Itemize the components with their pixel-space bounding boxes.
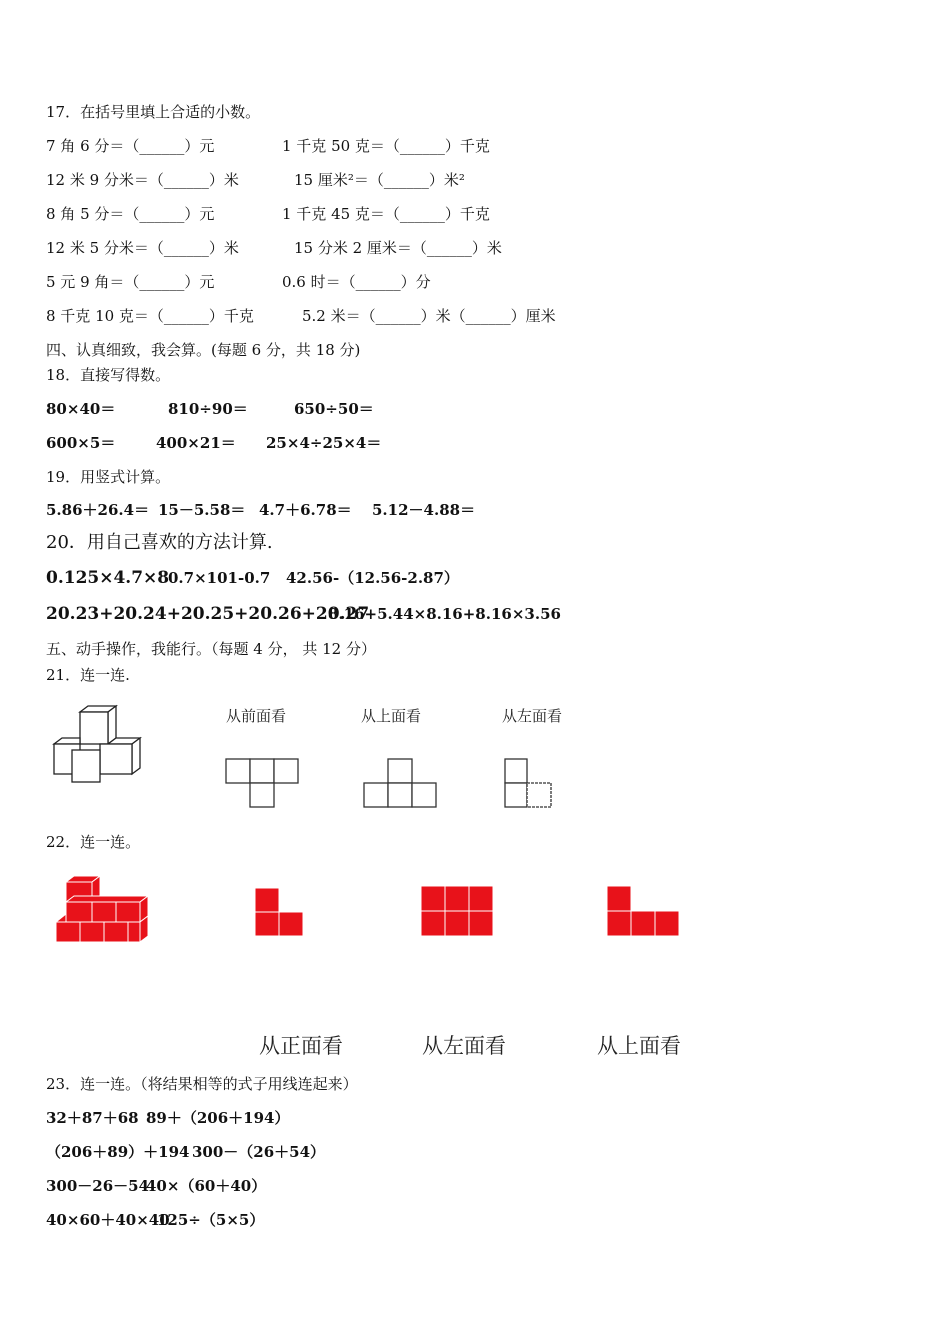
q19-item-2: 15－5.58＝ <box>158 501 246 519</box>
q20-item-3: 42.56-（12.56-2.87） <box>286 569 459 587</box>
q21-title: 21．连一连. <box>46 666 130 684</box>
q22-red-cube-figure <box>54 874 149 946</box>
q23-row-1-left: 32＋87＋68 <box>46 1109 139 1127</box>
q21-view-t-shape <box>225 758 300 808</box>
q22-view-l-wide <box>606 885 680 937</box>
q18-item-6: 25×4÷25×4＝ <box>266 434 382 452</box>
section-4-heading: 四、认真细致，我会算。(每题 6 分，共 18 分) <box>46 341 361 359</box>
q22-view-rectangle <box>420 885 494 937</box>
q22-view-l-small <box>254 887 306 939</box>
q20-item-5: 8.16+5.44×8.16+8.16×3.56 <box>328 605 561 623</box>
q20-item-1: 0.125×4.7×8 <box>46 568 170 588</box>
q23-title: 23．连一连。（将结果相等的式子用线连起来） <box>46 1075 358 1093</box>
q22-label-front: 从正面看 <box>259 1034 343 1058</box>
q17-row-4-left: 12 米 5 分米＝（______）米 <box>46 239 239 257</box>
q21-label-top: 从上面看 <box>361 707 422 725</box>
q22-label-left: 从左面看 <box>422 1034 506 1058</box>
q19-item-1: 5.86＋26.4＝ <box>46 501 150 519</box>
q23-row-1-right: 89＋（206＋194） <box>146 1109 290 1127</box>
q18-item-1: 80×40＝ <box>46 400 116 418</box>
q18-item-3: 650÷50＝ <box>294 400 374 418</box>
section-5-heading: 五、动手操作，我能行。（每题 4 分， 共 12 分） <box>46 640 376 658</box>
q21-view-inverted-t-shape <box>363 758 438 808</box>
q23-row-2-left: （206＋89）＋194 <box>46 1143 190 1161</box>
q21-cube-figure <box>52 704 147 784</box>
q18-title: 18．直接写得数。 <box>46 366 171 384</box>
q20-item-2: 0.7×101-0.7 <box>168 569 271 587</box>
q21-label-front: 从前面看 <box>226 707 287 725</box>
q18-item-5: 400×21＝ <box>156 434 236 452</box>
q23-row-4-right: 125÷（5×5） <box>157 1211 265 1229</box>
q17-row-5-left: 5 元 9 角＝（______）元 <box>46 273 215 291</box>
q22-label-top: 从上面看 <box>597 1034 681 1058</box>
q17-row-6-left: 8 千克 10 克＝（______）千克 <box>46 307 254 325</box>
q21-label-left: 从左面看 <box>502 707 563 725</box>
q20-title: 20．用自己喜欢的方法计算. <box>46 532 273 553</box>
q17-row-3-right: 1 千克 45 克＝（______）千克 <box>282 205 490 223</box>
q23-row-2-right: 300－（26＋54） <box>192 1143 326 1161</box>
q17-row-3-left: 8 角 5 分＝（______）元 <box>46 205 215 223</box>
q17-row-1-right: 1 千克 50 克＝（______）千克 <box>282 137 490 155</box>
q19-item-4: 5.12－4.88＝ <box>372 501 476 519</box>
q17-row-5-right: 0.6 时＝（______）分 <box>282 273 431 291</box>
q17-row-6-right: 5.2 米＝（______）米（______）厘米 <box>302 307 556 325</box>
q21-view-l-shape <box>504 758 556 808</box>
q22-title: 22．连一连。 <box>46 833 141 851</box>
q23-row-4-left: 40×60＋40×40 <box>46 1211 170 1229</box>
q17-row-4-right: 15 分米 2 厘米＝（______）米 <box>294 239 502 257</box>
q17-row-2-left: 12 米 9 分米＝（______）米 <box>46 171 239 189</box>
q20-item-4: 20.23+20.24+20.25+20.26+20.27 <box>46 604 370 624</box>
q18-item-2: 810÷90＝ <box>168 400 248 418</box>
q23-row-3-right: 40×（60＋40） <box>146 1177 267 1195</box>
q18-item-4: 600×5＝ <box>46 434 116 452</box>
q17-row-2-right: 15 厘米²＝（______）米² <box>294 171 465 189</box>
q19-item-3: 4.7＋6.78＝ <box>259 501 352 519</box>
q17-title: 17．在括号里填上合适的小数。 <box>46 103 261 121</box>
q23-row-3-left: 300－26－54 <box>46 1177 150 1195</box>
q19-title: 19．用竖式计算。 <box>46 468 171 486</box>
q17-row-1-left: 7 角 6 分＝（______）元 <box>46 137 215 155</box>
